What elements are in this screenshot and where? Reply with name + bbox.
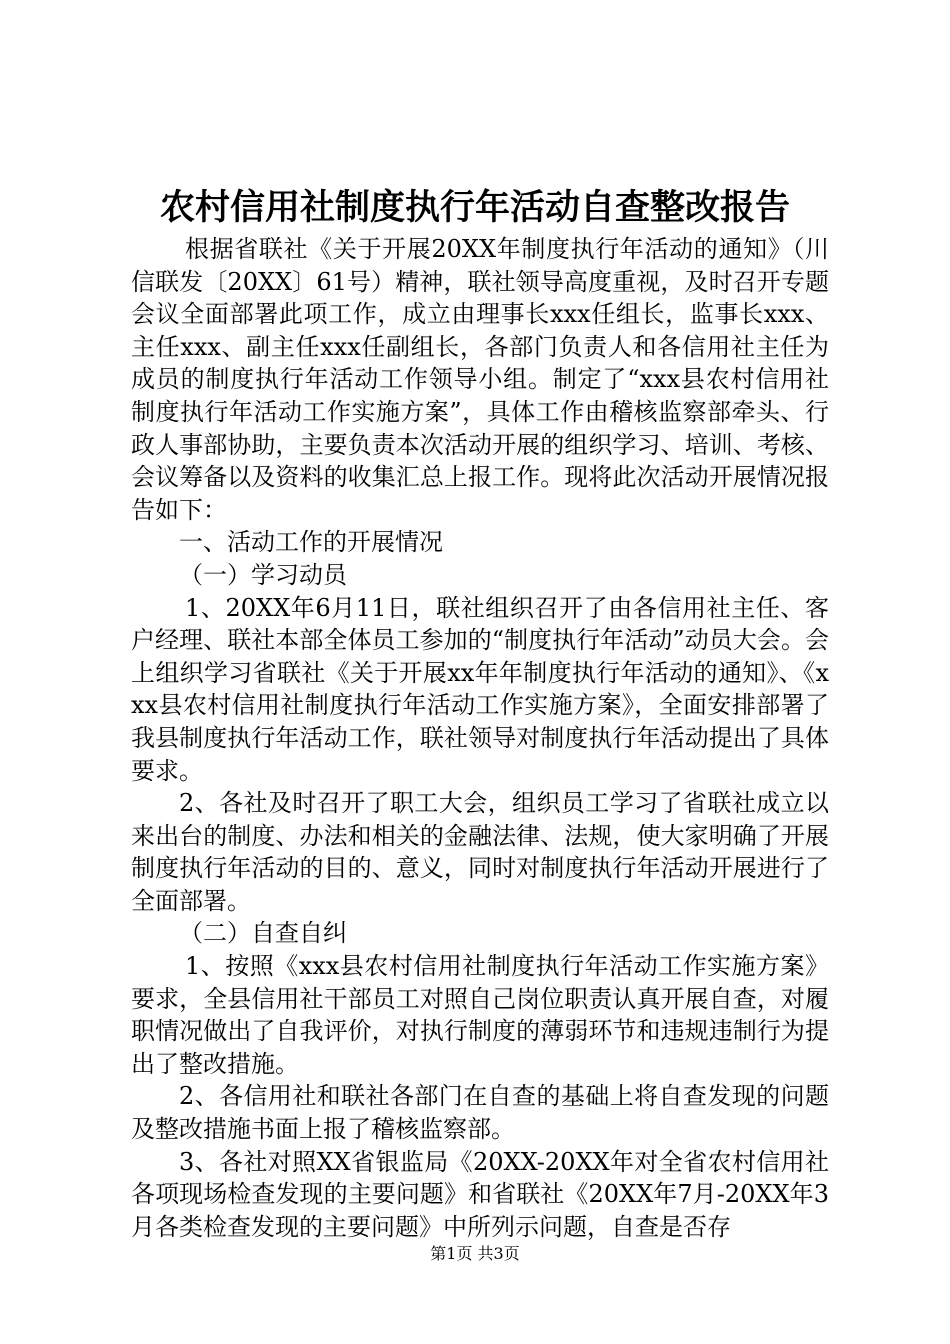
section-heading: 一、活动工作的开展情况 <box>179 528 443 557</box>
subsection-heading: （一）学习动员 <box>179 560 347 589</box>
document-body <box>131 233 829 1243</box>
paragraph: 1、20XX年6月11日，联社组织召开了由各信用社主任、客户经理、联社本部全体员工参加的“制度执行年活动”动员大会。会上组织学习省联社《关于开展xx年年制度执行年活动的通知》、《xxx县农村信用社制度执行年活动工作实施方案》，全面安排部署了我县制度执行年活动工作，联社领导对制度执行年活动提出了具体要求。 <box>131 593 829 785</box>
paragraph: 3、各社对照XX省银监局《20XX-20XX年对全省农村信用社各项现场检查发现的主要问题》和省联社《20XX年7月-20XX年3月各类检查发现的主要问题》中所列示问题，自查是否存 <box>131 1147 829 1241</box>
paragraph: 2、各信用社和联社各部门在自查的基础上将自查发现的问题及整改措施书面上报了稽核监察部。 <box>131 1082 829 1144</box>
subsection-heading: （二）自查自纠 <box>179 919 347 948</box>
page-footer: 第1页 共3页 <box>430 1244 520 1263</box>
paragraph: 2、各社及时召开了职工大会，组织员工学习了省联社成立以来出台的制度、办法和相关的金融法律、法规，使大家明确了开展制度执行年活动的目的、意义，同时对制度执行年活动开展进行了全面部署。 <box>131 789 829 915</box>
document-title: 农村信用社制度执行年活动自查整改报告 <box>159 187 790 228</box>
paragraph-intro: 根据省联社《关于开展20XX年制度执行年活动的通知》（川信联发〔20XX〕61号）精神，联社领导高度重视，及时召开专题会议全面部署此项工作，成立由理事长xxx任组长，监事长xxx、主任xxx、副主任xxx任副组长，各部门负责人和各信用社主任为成员的制度执行年活动工作领导小组。制定了“xxx县农村信用社制度执行年活动工作实施方案”，具体工作由稽核监察部牵头、行政人事部协助，主要负责本次活动开展的组织学习、培训、考核、会议筹备以及资料的收集汇总上报工作。现将此次活动开展情况报告如下： <box>131 235 829 524</box>
paragraph: 1、按照《xxx县农村信用社制度执行年活动工作实施方案》要求，全县信用社干部员工对照自己岗位职责认真开展自查，对履职情况做出了自我评价，对执行制度的薄弱环节和违规违制行为提出了整改措施。 <box>131 952 829 1078</box>
